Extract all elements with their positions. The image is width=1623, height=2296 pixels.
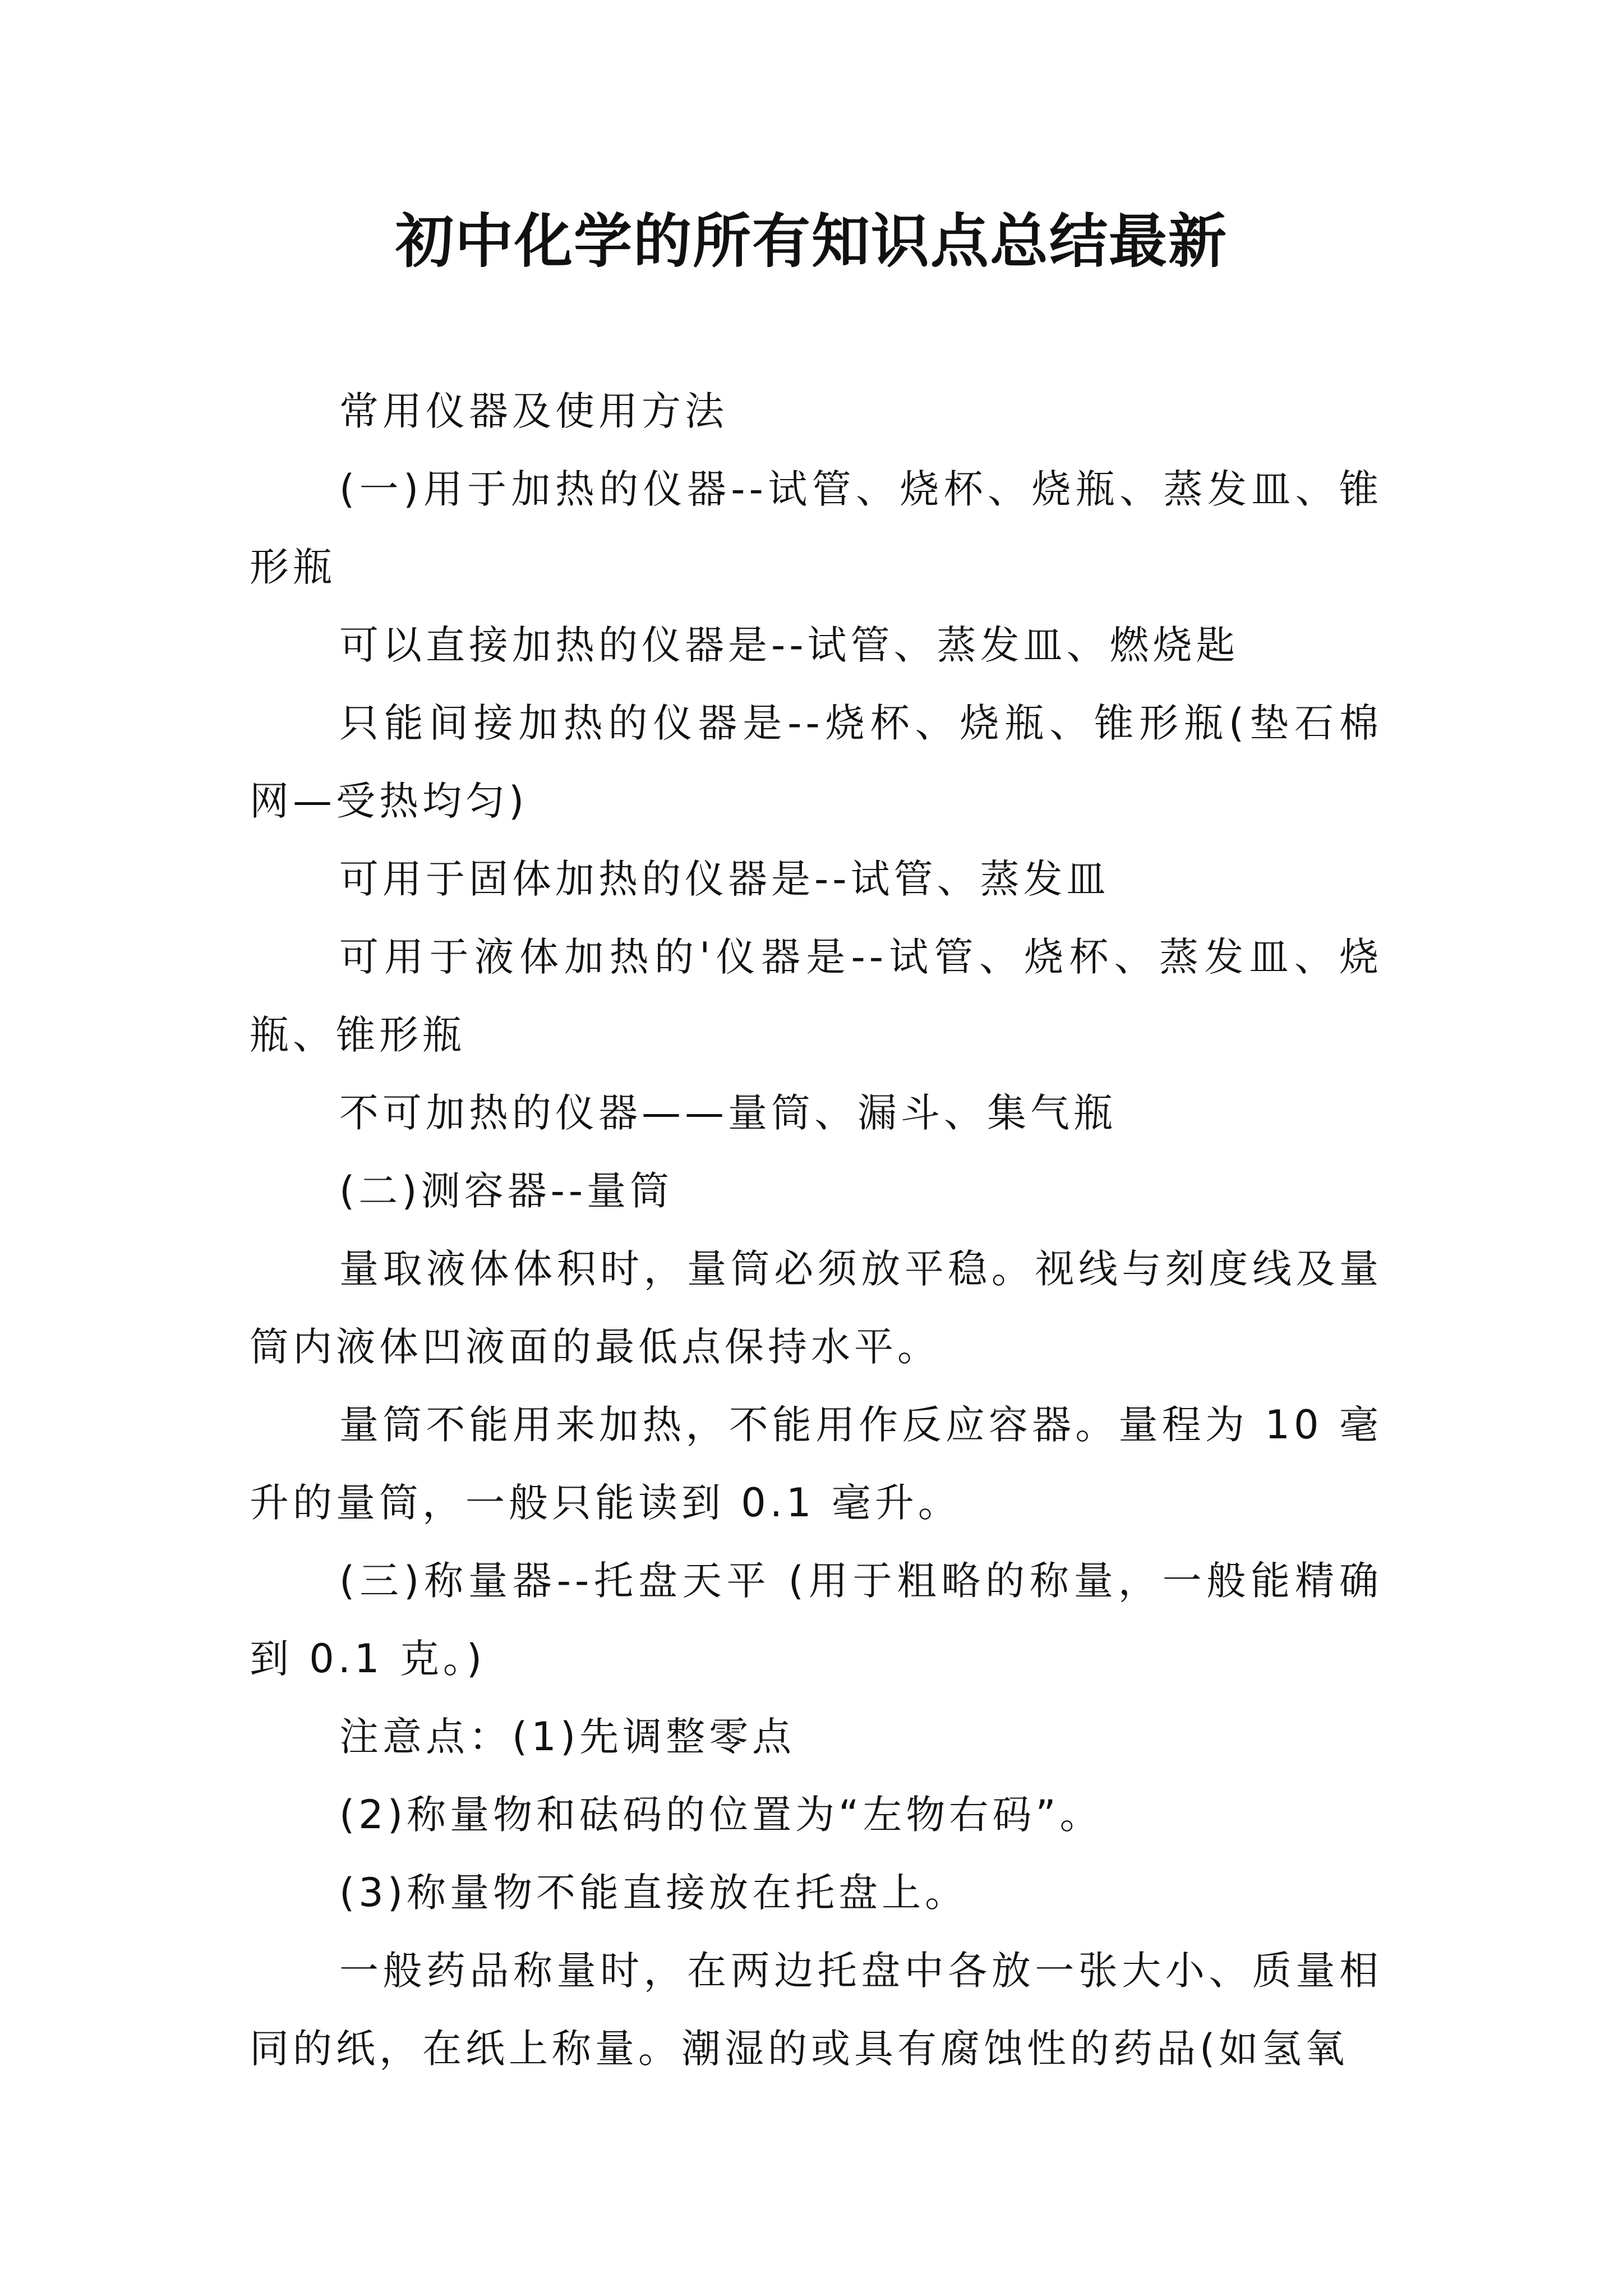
paragraph-measuring-reading: 量取液体体积时，量筒必须放平稳。视线与刻度线及量筒内液体凹液面的最低点保持水平。 — [250, 1246, 1382, 1370]
paragraph-solid-heating: 可用于固体加热的仪器是--试管、蒸发皿 — [339, 856, 1110, 902]
paragraph-measuring-precision: 量筒不能用来加热，不能用作反应容器。量程为 10 毫升的量筒，一般只能读到 0.1 毫升。 — [250, 1402, 1382, 1526]
paragraph-instruments-heading: 常用仪器及使用方法 — [339, 388, 728, 434]
paragraph-measuring-heading: (二)测容器--量筒 — [339, 1168, 674, 1214]
document-title: 初中化学的所有知识点总结最新 — [395, 206, 1228, 275]
paragraph-direct-heating: 可以直接加热的仪器是--试管、蒸发皿、燃烧匙 — [339, 622, 1239, 668]
paragraph-balance-heading: (三)称量器--托盘天平 (用于粗略的称量，一般能精确到 0.1 克。) — [250, 1558, 1382, 1682]
paragraph-indirect-heating: 只能间接加热的仪器是--烧杯、烧瓶、锥形瓶(垫石棉网—受热均匀) — [250, 700, 1382, 824]
document-body — [250, 372, 1382, 2088]
paragraph-weighing-method: 一般药品称量时，在两边托盘中各放一张大小、质量相同的纸，在纸上称量。潮湿的或具有腐蚀性的药品(如氢氧 — [250, 1948, 1382, 2072]
paragraph-balance-note-3: (3)称量物不能直接放在托盘上。 — [339, 1870, 969, 1916]
paragraph-balance-note-1: 注意点：(1)先调整零点 — [339, 1714, 796, 1760]
paragraph-heating-instruments: (一)用于加热的仪器--试管、烧杯、烧瓶、蒸发皿、锥形瓶 — [250, 466, 1382, 590]
paragraph-liquid-heating: 可用于液体加热的'仪器是--试管、烧杯、蒸发皿、烧瓶、锥形瓶 — [250, 934, 1382, 1058]
paragraph-non-heating: 不可加热的仪器——量筒、漏斗、集气瓶 — [339, 1090, 1117, 1136]
paragraph-balance-note-2: (2)称量物和砝码的位置为“左物右码”。 — [339, 1792, 1103, 1838]
